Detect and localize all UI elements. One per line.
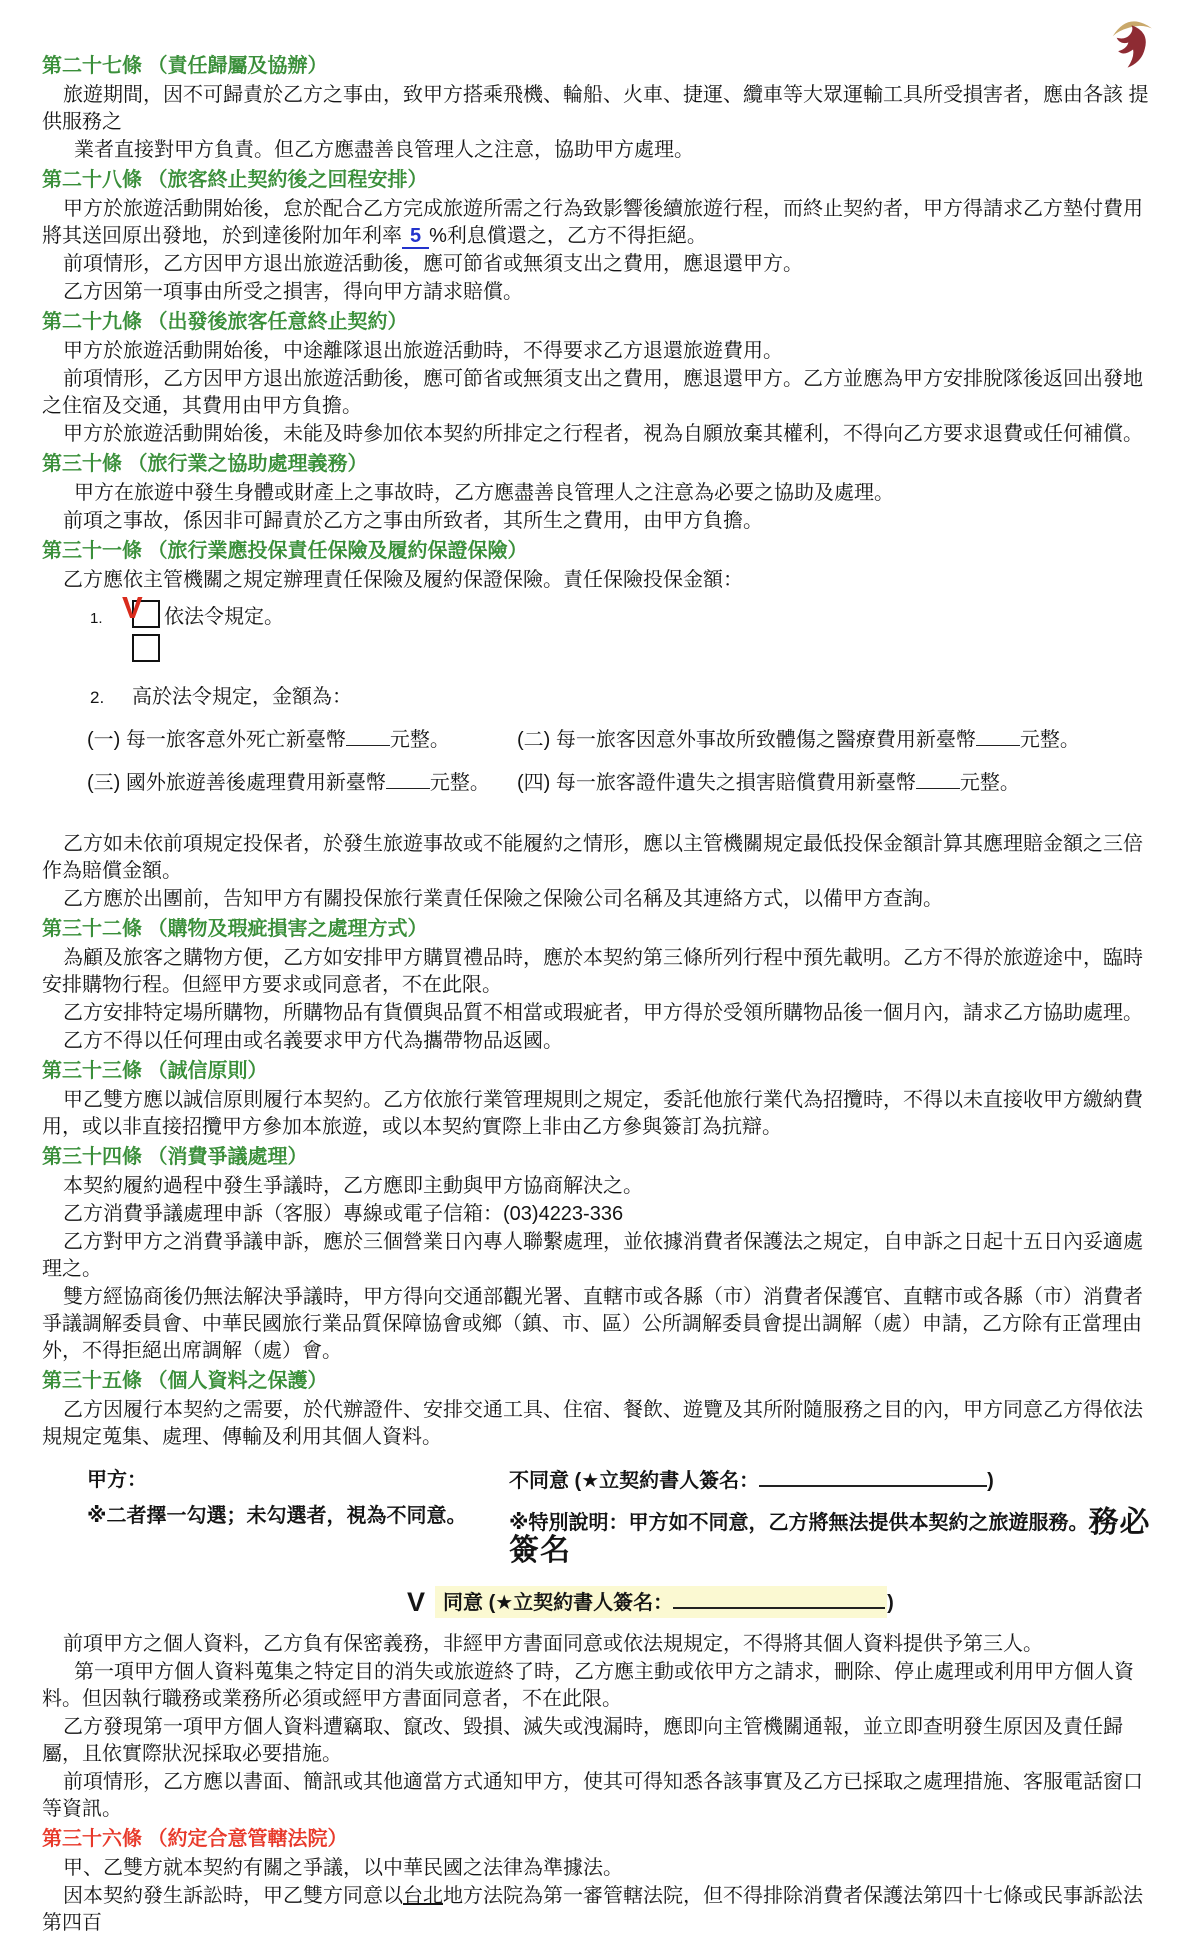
amount-item-2-label: (二) 每一旅客因意外事故所致體傷之醫療費用新臺幣: [517, 729, 976, 751]
amount-item-3-label: (三) 國外旅遊善後處理費用新臺幣: [87, 772, 386, 794]
article-36-p2-after: 地方法院為第一審管轄法院，但不得排除消費者保護法第四十七條或民事訴訟法第四百: [42, 1885, 1143, 1934]
agree-signature-blank[interactable]: [673, 1589, 885, 1609]
article-35-heading: 第三十五條 （個人資料之保護）: [42, 1370, 328, 1392]
special-note-line: [509, 1506, 1156, 1567]
consent-left-column: [87, 1467, 509, 1579]
article-30-p2: 前項之事故，係因非可歸責於乙方之事由所致者，其所生之費用，由甲方負擔。: [63, 510, 763, 532]
agree-checkmark[interactable]: V: [407, 1587, 426, 1617]
amount-item-4-label: (四) 每一旅客證件遺失之損害賠償費用新臺幣: [517, 772, 916, 794]
article-27-heading: 第二十七條 （責任歸屬及協辦）: [42, 55, 328, 77]
checkbox-per-law[interactable]: [122, 590, 160, 626]
article-28-p3: 乙方因第一項事由所受之損害，得向甲方請求賠償。: [63, 281, 523, 303]
option-2-label: 高於法令規定，金額為：: [132, 686, 352, 708]
special-note-text: ※特別說明：甲方如不同意，乙方將無法提供本契約之旅遊服務。: [509, 1512, 1089, 1534]
amount-item-3: [87, 770, 517, 797]
article-29-p1: 甲方於旅遊活動開始後，中途離隊退出旅遊活動時，不得要求乙方退還旅遊費用。: [63, 340, 783, 362]
amount-item-4-suffix: 元整。: [959, 772, 1020, 794]
article-32-p1: 為顧及旅客之購物方便，乙方如安排甲方購買禮品時，應於本契約第三條所列行程中預先載明。乙方不得於旅遊途中，臨時安排購物行程。但經甲方要求或同意者，不在此限。: [42, 947, 1143, 996]
article-34-heading: 第三十四條 （消費爭議處理）: [42, 1146, 308, 1168]
amount-item-1-suffix: 元整。: [389, 729, 450, 751]
option-1-number: 1.: [90, 610, 103, 627]
article-28-p1-before: 甲方於旅遊活動開始後，怠於配合乙方完成旅遊所需之行為致影響後續旅遊行程，而終止契約者，甲方得請求乙方墊付費用將其送回原出發地，於到達後附加年利率: [42, 198, 1143, 247]
amount-blank-3[interactable]: [386, 770, 430, 789]
court-city: 台北: [403, 1885, 443, 1907]
article-29-p3: 甲方於旅遊活動開始後，未能及時參加依本契約所排定之行程者，視為自願放棄其權利，不得向乙方要求退費或任何補償。: [63, 423, 1143, 445]
article-35-p2: 前項甲方之個人資料，乙方負有保密義務，非經甲方書面同意或依法規規定，不得將其個人資料提供予第三人。: [63, 1633, 1043, 1655]
amount-item-1: [87, 727, 517, 754]
article-35-p1: 乙方因履行本契約之需要，於代辦證件、安排交通工具、住宿、餐飲、遊覽及其所附隨服務之目的內，甲方同意乙方得依法規規定蒐集、處理、傳輸及利用其個人資料。: [42, 1399, 1143, 1448]
article-36-p1: 甲、乙雙方就本契約有關之爭議，以中華民國之法律為準據法。: [63, 1857, 623, 1879]
must-sign-note: 務必簽名: [509, 1506, 1151, 1567]
option-1-label: 依法令規定。: [164, 606, 284, 628]
amount-item-2: [517, 727, 1156, 754]
article-35-p4: 乙方發現第一項甲方個人資料遭竊取、竄改、毀損、滅失或洩漏時，應即向主管機關通報，並立即查明發生原因及責任歸屬，且依實際狀況採取必要措施。: [42, 1716, 1123, 1765]
article-34-p2: 乙方消費爭議處理申訴（客服）專線或電子信箱：(03)4223-336: [63, 1203, 624, 1225]
article-33-heading: 第三十三條 （誠信原則）: [42, 1060, 268, 1082]
article-31-p2: 乙方如未依前項規定投保者，於發生旅遊事故或不能履約之情形，應以主管機關規定最低投保金額計算其應理賠金額之三倍作為賠償金額。: [42, 833, 1143, 882]
article-32-heading: 第三十二條 （購物及瑕疵損害之處理方式）: [42, 918, 428, 940]
consent-right-column: [509, 1467, 1156, 1579]
article-28-p2: 前項情形，乙方因甲方退出旅遊活動後，應可節省或無須支出之費用，應退還甲方。: [63, 253, 803, 275]
agree-close-paren: ): [887, 1592, 894, 1614]
article-28-p1: [42, 196, 1156, 250]
article-31-heading: 第三十一條 （旅行業應投保責任保險及履約保證保險）: [42, 540, 528, 562]
amount-item-2-suffix: 元整。: [1019, 729, 1080, 751]
disagree-close-paren: ): [987, 1470, 994, 1492]
red-checkmark-icon: V: [122, 590, 143, 625]
amount-item-3-suffix: 元整。: [429, 772, 490, 794]
article-35-p5: 前項情形，乙方應以書面、簡訊或其他適當方式通知甲方，使其可得知悉各該事實及乙方已採取之處理措施、客服電話窗口等資訊。: [42, 1771, 1143, 1820]
article-29-p2: 前項情形，乙方因甲方退出旅遊活動後，應可節省或無須支出之費用，應退還甲方。乙方並應為甲方安排脫隊後返回出發地之住宿及交通，其費用由甲方負擔。: [42, 368, 1143, 417]
insurance-option-1: [90, 590, 1156, 632]
disagree-label: 不同意 (★立契約書人簽名：: [509, 1470, 760, 1492]
amount-blank-1[interactable]: [346, 727, 390, 746]
article-30-p1: 甲方在旅遊中發生身體或財產上之事故時，乙方應盡善良管理人之注意為必要之協助及處理。: [74, 482, 894, 504]
insurance-option-2-checkbox-row: [132, 634, 1156, 670]
article-35-p3: 第一項甲方個人資料蒐集之特定目的消失或旅遊終了時，乙方應主動或依甲方之請求，刪除、停止處理或利用甲方個人資料。但因執行職務或業務所必須或經甲方書面同意者，不在此限。: [42, 1661, 1134, 1710]
amount-blank-2[interactable]: [976, 727, 1020, 746]
brand-logo-icon: [1108, 15, 1155, 70]
agree-highlight: [435, 1586, 887, 1618]
article-32-p2: 乙方安排特定場所購物，所購物品有貨價與品質不相當或瑕疵者，甲方得於受領所購物品後一個月內，請求乙方協助處理。: [63, 1002, 1143, 1024]
disagree-line: [509, 1467, 1156, 1495]
article-28-heading: 第二十八條 （旅客終止契約後之回程安排）: [42, 169, 428, 191]
agree-line: [407, 1589, 1156, 1617]
checkbox-above-law[interactable]: [132, 634, 160, 662]
insurance-option-2: [90, 684, 1156, 711]
article-34-p3: 乙方對甲方之消費爭議申訴，應於三個營業日內專人聯繫處理，並依據消費者保護法之規定，自申訴之日起十五日內妥適處理之。: [42, 1231, 1143, 1280]
article-31-p1: 乙方應依主管機關之規定辦理責任保險及履約保證保險。責任保險投保金額：: [63, 569, 743, 591]
amount-item-1-label: (一) 每一旅客意外死亡新臺幣: [87, 729, 346, 751]
choose-one-note: ※二者擇一勾選；未勾選者，視為不同意。: [87, 1505, 467, 1527]
article-29-heading: 第二十九條 （出發後旅客任意終止契約）: [42, 311, 408, 333]
article-36-p2-before: 因本契約發生訴訟時，甲乙雙方同意以: [63, 1885, 403, 1907]
article-34-p1: 本契約履約過程中發生爭議時，乙方應即主動與甲方協商解決之。: [63, 1175, 643, 1197]
article-30-heading: 第三十條 （旅行業之協助處理義務）: [42, 453, 368, 475]
article-32-p3: 乙方不得以任何理由或名義要求甲方代為攜帶物品返國。: [63, 1030, 563, 1052]
article-27-p1: 旅遊期間，因不可歸責於乙方之事由，致甲方搭乘飛機、輪船、火車、捷運、纜車等大眾運輸工具所受損害者，應由各該 提供服務之: [42, 84, 1149, 133]
interest-rate-value[interactable]: 5: [402, 225, 429, 249]
article-31-p3: 乙方應於出團前，告知甲方有關投保旅行業責任保險之保險公司名稱及其連絡方式，以備甲方查詢。: [63, 888, 943, 910]
insurance-amount-grid: [87, 727, 1156, 797]
disagree-signature-blank[interactable]: [759, 1467, 987, 1487]
agree-label: 同意 (★立契約書人簽名：: [443, 1592, 674, 1614]
personal-data-consent-block: [87, 1467, 1156, 1579]
option-2-number: 2.: [90, 688, 105, 707]
article-36-p2: [42, 1883, 1156, 1937]
amount-item-4: [517, 770, 1156, 797]
article-28-p1-after: %利息償還之，乙方不得拒絕。: [429, 225, 707, 247]
amount-blank-4[interactable]: [916, 770, 960, 789]
article-36-heading: 第三十六條 （約定合意管轄法院）: [42, 1828, 348, 1850]
article-27-p2: 業者直接對甲方負責。但乙方應盡善良管理人之注意，協助甲方處理。: [74, 139, 694, 161]
article-33-p1: 甲乙雙方應以誠信原則履行本契約。乙方依旅行業管理規則之規定，委託他旅行業代為招攬時，不得以未直接收甲方繳納費用，或以非直接招攬甲方參加本旅遊，或以本契約實際上非由乙方參與簽訂為抗辯。: [42, 1089, 1143, 1138]
party-a-label: 甲方：: [87, 1469, 147, 1491]
article-34-p4: 雙方經協商後仍無法解決爭議時，甲方得向交通部觀光署、直轄市或各縣（市）消費者保護官、直轄市或各縣（市）消費者爭議調解委員會、中華民國旅行業品質保障協會或鄉（鎮、市、區）公所調解委員會提出調解（處）申請，乙方除有正當理由外，不得拒絕出席調解（處）會。: [42, 1286, 1143, 1362]
